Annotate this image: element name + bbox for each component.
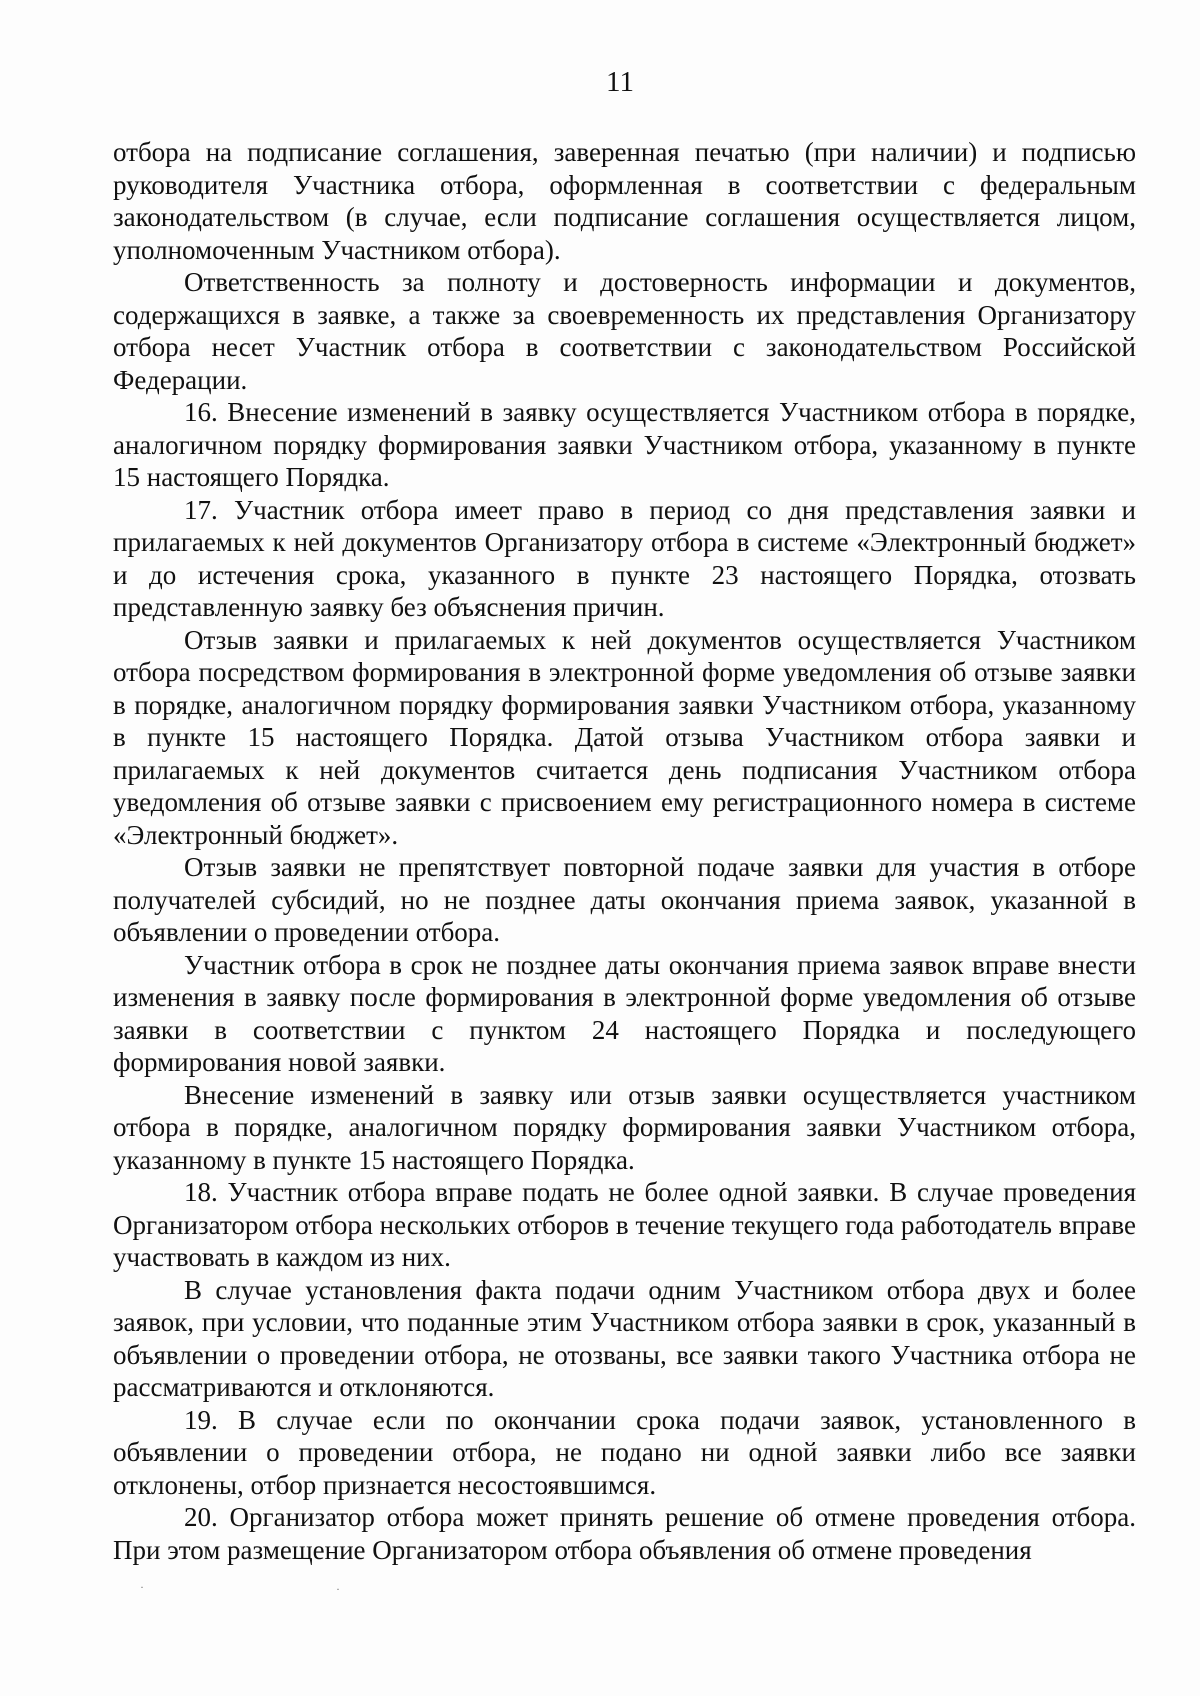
paragraph-item-16: 16. Внесение изменений в заявку осуществляется Участником отбора в порядке, аналогичном порядку формирования заявки Участником отбора, указанному в пункте 15 настоящего Порядка. [113, 397, 1136, 492]
paragraph-continuation: отбора на подписание соглашения, заверенная печатью (при наличии) и подписью руководителя Участника отбора, оформленная в соответствии с федеральным законодательством (в случае, если подписание соглашения осуществляется лицом, уполномоченным Участником отбора). [113, 137, 1136, 265]
paragraph-withdrawal: Отзыв заявки и прилагаемых к ней документов осуществляется Участником отбора посредством формирования в электронной форме уведомления об отзыве заявки в порядке, аналогичном порядку формирования заявки Участником отбора, указанному в пункте 15 настоящего Порядка. Датой отзыва Участником отбора заявки и прилагаемых к ней документов считается день подписания Участником отбора уведомления об отзыве заявки с присвоением ему регистрационного номера в системе «Электронный бюджет». [113, 624, 1136, 850]
scan-speck: · [140, 1580, 144, 1594]
page-number: 11 [606, 66, 634, 98]
paragraph-item-18: 18. Участник отбора вправе подать не более одной заявки. В случае проведения Организатором отбора нескольких отборов в течение текущего года работодатель вправе участвовать в каждом из них. [113, 1177, 1136, 1272]
paragraph-duplicate-applications: В случае установления факта подачи одним Участником отбора двух и более заявок, при условии, что поданные этим Участником отбора заявки в срок, указанный в объявлении о проведении отбора, не отозваны, все заявки такого Участника отбора не рассматриваются и отклоняются. [113, 1274, 1136, 1402]
paragraph-resubmission: Отзыв заявки не препятствует повторной подаче заявки для участия в отборе получателей субсидий, но не позднее даты окончания приема заявок, указанной в объявлении о проведении отбора. [113, 852, 1136, 947]
paragraph-changes-order: Внесение изменений в заявку или отзыв заявки осуществляется участником отбора в порядке, аналогичном порядку формирования заявки Участником отбора, указанному в пункте 15 настоящего Порядка. [113, 1079, 1136, 1175]
scan-speck: · [336, 1582, 340, 1596]
paragraph-item-19: 19. В случае если по окончании срока подачи заявок, установленного в объявлении о проведении отбора, не подано ни одной заявки либо все заявки отклонены, отбор признается несостоявшимся. [113, 1404, 1136, 1500]
paragraph-changes: Участник отбора в срок не позднее даты окончания приема заявок вправе внести изменения в заявку после формирования в электронной форме уведомления об отзыве заявки в соответствии с пунктом 24 настоящего Порядка и последующего формирования новой заявки. [113, 949, 1136, 1077]
paragraph-responsibility: Ответственность за полноту и достоверность информации и документов, содержащихся в заявке, а также за своевременность их представления Организатору отбора несет Участник отбора в соответствии с законодательством Российской Федерации. [113, 267, 1136, 395]
paragraph-item-20: 20. Организатор отбора может принять решение об отмене проведения отбора. При этом размещение Организатором отбора объявления об отмене проведения [113, 1502, 1136, 1565]
document-body [113, 136, 1136, 1566]
paragraph-item-17: 17. Участник отбора имеет право в период со дня представления заявки и прилагаемых к ней документов Организатору отбора в системе «Электронный бюджет» и до истечения срока, указанного в пункте 23 настоящего Порядка, отозвать представленную заявку без объяснения причин. [113, 494, 1136, 622]
